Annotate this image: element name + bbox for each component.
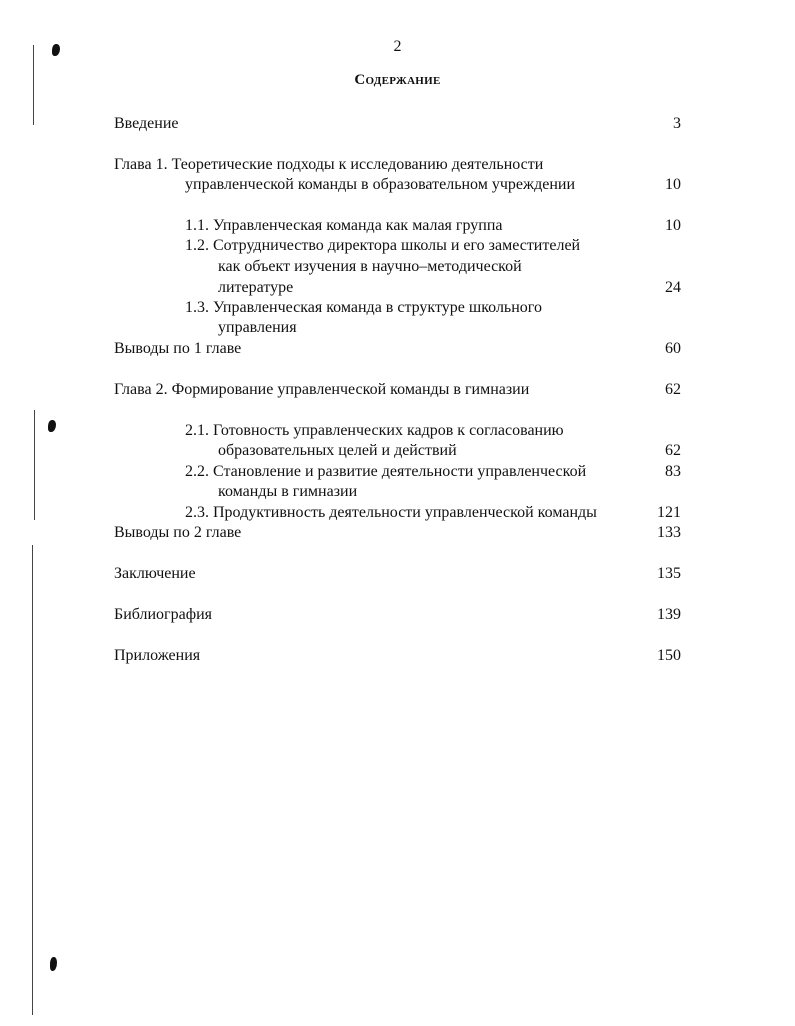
toc-entry-conclusions-1: Выводы по 1 главе bbox=[114, 340, 242, 357]
toc-entry-section-1-3-cont: управления bbox=[218, 319, 297, 336]
toc-page-chapter-2: 62 bbox=[665, 381, 681, 398]
page-title: Содержание bbox=[354, 72, 441, 88]
toc-entry-section-1-1: 1.1. Управленческая команда как малая группа bbox=[185, 217, 503, 234]
toc-entry-bibliography: Библиография bbox=[114, 606, 212, 623]
toc-page-chapter-1: 10 bbox=[665, 176, 681, 193]
page-number: 2 bbox=[393, 38, 402, 55]
toc-entry-chapter-2: Глава 2. Формирование управленческой команды в гимназии bbox=[114, 381, 530, 398]
toc-entry-section-2-2-cont: команды в гимназии bbox=[218, 483, 358, 500]
toc-entry-section-1-2-cont2: литературе bbox=[218, 279, 294, 296]
toc-page-section-2-1: 62 bbox=[665, 442, 681, 459]
toc-entry-conclusions-2: Выводы по 2 главе bbox=[114, 524, 242, 541]
scan-speck bbox=[48, 420, 56, 432]
toc-entry-chapter-1-cont: управленческой команды в образовательном учреждении bbox=[185, 176, 575, 193]
toc-entry-section-1-2: 1.2. Сотрудничество директора школы и его заместителей bbox=[185, 237, 581, 254]
toc-entry-section-2-1: 2.1. Готовность управленческих кадров к согласованию bbox=[185, 422, 564, 439]
toc-entry-conclusion: Заключение bbox=[114, 565, 196, 582]
toc-entry-intro: Введение bbox=[114, 115, 179, 132]
toc-page-section-2-2: 83 bbox=[665, 463, 681, 480]
toc-page-section-2-3: 121 bbox=[657, 504, 681, 521]
toc-entry-section-1-2-cont: как объект изучения в научно–методической bbox=[218, 258, 522, 275]
toc-entry-section-2-2: 2.2. Становление и развитие деятельности управленческой bbox=[185, 463, 587, 480]
scan-speck bbox=[50, 957, 57, 971]
toc-page-conclusions-1: 60 bbox=[665, 340, 681, 357]
toc-entry-appendices: Приложения bbox=[114, 647, 201, 664]
toc-entry-section-2-1-cont: образовательных целей и действий bbox=[218, 442, 457, 459]
toc-page-intro: 3 bbox=[673, 115, 681, 132]
toc-page-bibliography: 139 bbox=[657, 606, 681, 623]
toc-entry-section-1-3: 1.3. Управленческая команда в структуре школьного bbox=[185, 299, 542, 316]
scan-margin-line bbox=[34, 410, 35, 520]
toc-page-section-1-1: 10 bbox=[665, 217, 681, 234]
toc-page-conclusions-2: 133 bbox=[657, 524, 681, 541]
toc-entry-section-2-3: 2.3. Продуктивность деятельности управленческой команды bbox=[185, 504, 597, 521]
toc-entry-chapter-1: Глава 1. Теоретические подходы к исследованию деятельности bbox=[114, 156, 544, 173]
toc-page-appendices: 150 bbox=[657, 647, 681, 664]
toc-page-conclusion: 135 bbox=[657, 565, 681, 582]
toc-page-section-1-2: 24 bbox=[665, 279, 681, 296]
scan-margin-line bbox=[32, 545, 33, 1015]
